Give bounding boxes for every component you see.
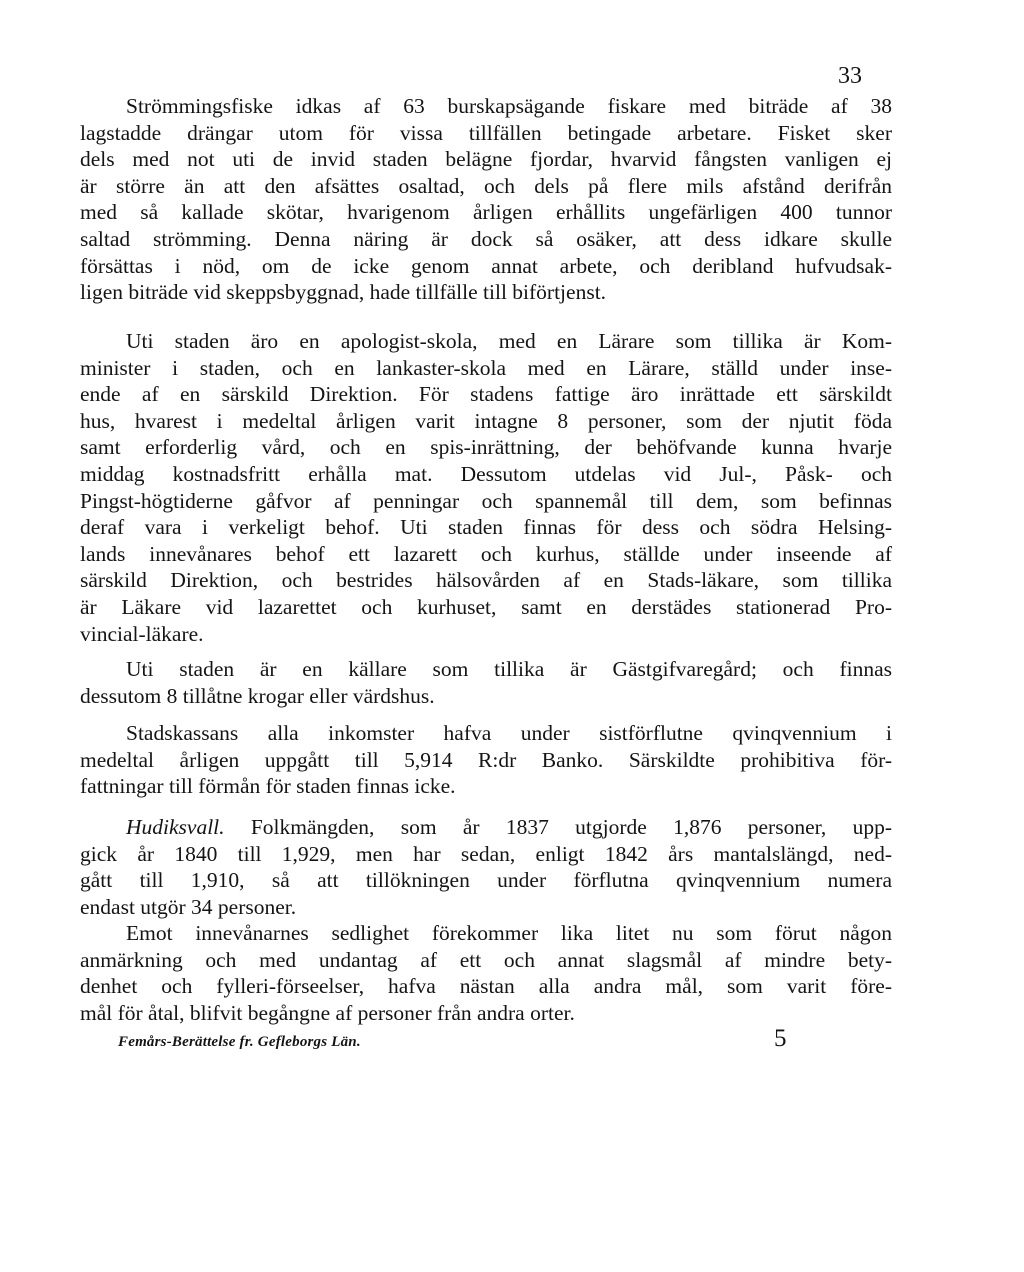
text-line: Emot innevånarnes sedlighet förekommer lika litet nu som förut någon (126, 921, 892, 945)
text-line: mål för åtal, blifvit begångne af personer från andra orter. (80, 1000, 575, 1025)
text-line: lands innevånares behof ett lazarett och kurhus, ställde under inseende af (80, 541, 892, 566)
text-line: gick år 1840 till 1,929, men har sedan, enligt 1842 års mantalslängd, ned- (80, 841, 892, 866)
paragraph-kallare (80, 656, 892, 709)
place-name: Hudiksvall. (126, 815, 225, 839)
text-line: Pingst-högtiderne gåfvor af penningar och spannemål till dem, som befinnas (80, 488, 892, 513)
paragraph-sedlighet (80, 920, 892, 1026)
text-line: Strömmingsfiske idkas af 63 burskapsägande fiskare med biträde af 38 (126, 94, 892, 118)
text-line: försättas i nöd, om de icke genom annat arbete, och deribland hufvudsak- (80, 253, 892, 278)
footer-title: Femårs-Berättelse fr. Gefleborgs Län. (118, 1034, 361, 1050)
text-line: Uti staden äro en apologist-skola, med en Lärare som tillika är Kom- (126, 329, 892, 353)
text-line: dels med not uti de invid staden belägne fjordar, hvarvid fångsten vanligen ej (80, 147, 892, 172)
text-line: hus, hvarest i medeltal årligen varit intagne 8 personer, som der njutit föda (80, 408, 892, 433)
paragraph-schools-and-poor-relief (80, 328, 892, 647)
text-line: endast utgör 34 personer. (80, 894, 297, 919)
paragraph-strommingsfiske (80, 93, 892, 306)
text-line: är Läkare vid lazarettet och kurhuset, samt en derstädes stationerad Pro- (80, 594, 892, 619)
paragraph-hudiksvall (80, 814, 892, 920)
text-line: vincial-läkare. (80, 621, 204, 646)
paragraph-stadskassan (80, 720, 892, 800)
text-line: dessutom 8 tillåtne krogar eller värdshus. (80, 683, 435, 708)
text-line: Stadskassans alla inkomster hafva under sistförflutne qvinqvennium i (126, 721, 892, 745)
text-line: ende af en särskild Direktion. För stadens fattige äro inrättade ett särskildt (80, 382, 892, 407)
text-line-rest: Folkmängden, som år 1837 utgjorde 1,876 personer, upp- (224, 815, 892, 839)
text-line: medeltal årligen uppgått till 5,914 R:dr Banko. Särskildte prohibitiva för- (80, 747, 892, 772)
text-line: särskild Direktion, och bestrides hälsovården af en Stads-läkare, som tillika (80, 568, 892, 593)
signature-mark: 5 (774, 1025, 787, 1052)
text-line: fattningar till förmån för staden finnas icke. (80, 774, 456, 799)
text-line: saltad strömming. Denna näring är dock så osäker, att dess idkare skulle (80, 226, 892, 251)
text-line: samt erforderlig vård, och en spis-inrättning, der behöfvande kunna hvarje (80, 435, 892, 460)
text-line: ligen biträde vid skeppsbyggnad, hade tillfälle till biförtjenst. (80, 280, 607, 305)
text-line: med så kallade skötar, hvarigenom årligen erhållits ungefärligen 400 tunnor (80, 200, 892, 225)
text-line: deraf vara i verkeligt behof. Uti staden finnas för dess och södra Helsing- (80, 515, 892, 540)
text-line: gått till 1,910, så att tillökningen under förflutna qvinqvennium numera (80, 868, 892, 893)
text-line: minister i staden, och en lankaster-skola med en Lärare, ställd under inse- (80, 355, 892, 380)
text-line: är större än att den afsättes osaltad, och dels på flere mils afstånd derifrån (80, 173, 892, 198)
text-line: denhet och fylleri-förseelser, hafva nästan alla andra mål, som varit före- (80, 974, 892, 999)
text-line (80, 814, 892, 841)
page-number: 33 (838, 63, 862, 89)
text-line: anmärkning och med undantag af ett och annat slagsmål af mindre bety- (80, 947, 892, 972)
text-line: Uti staden är en källare som tillika är Gästgifvaregård; och finnas (126, 657, 892, 681)
text-line: lagstadde drängar utom för vissa tillfällen betingade arbetare. Fisket sker (80, 120, 892, 145)
text-line: middag kostnadsfritt erhålla mat. Dessutom utdelas vid Jul-, Påsk- och (80, 461, 892, 486)
